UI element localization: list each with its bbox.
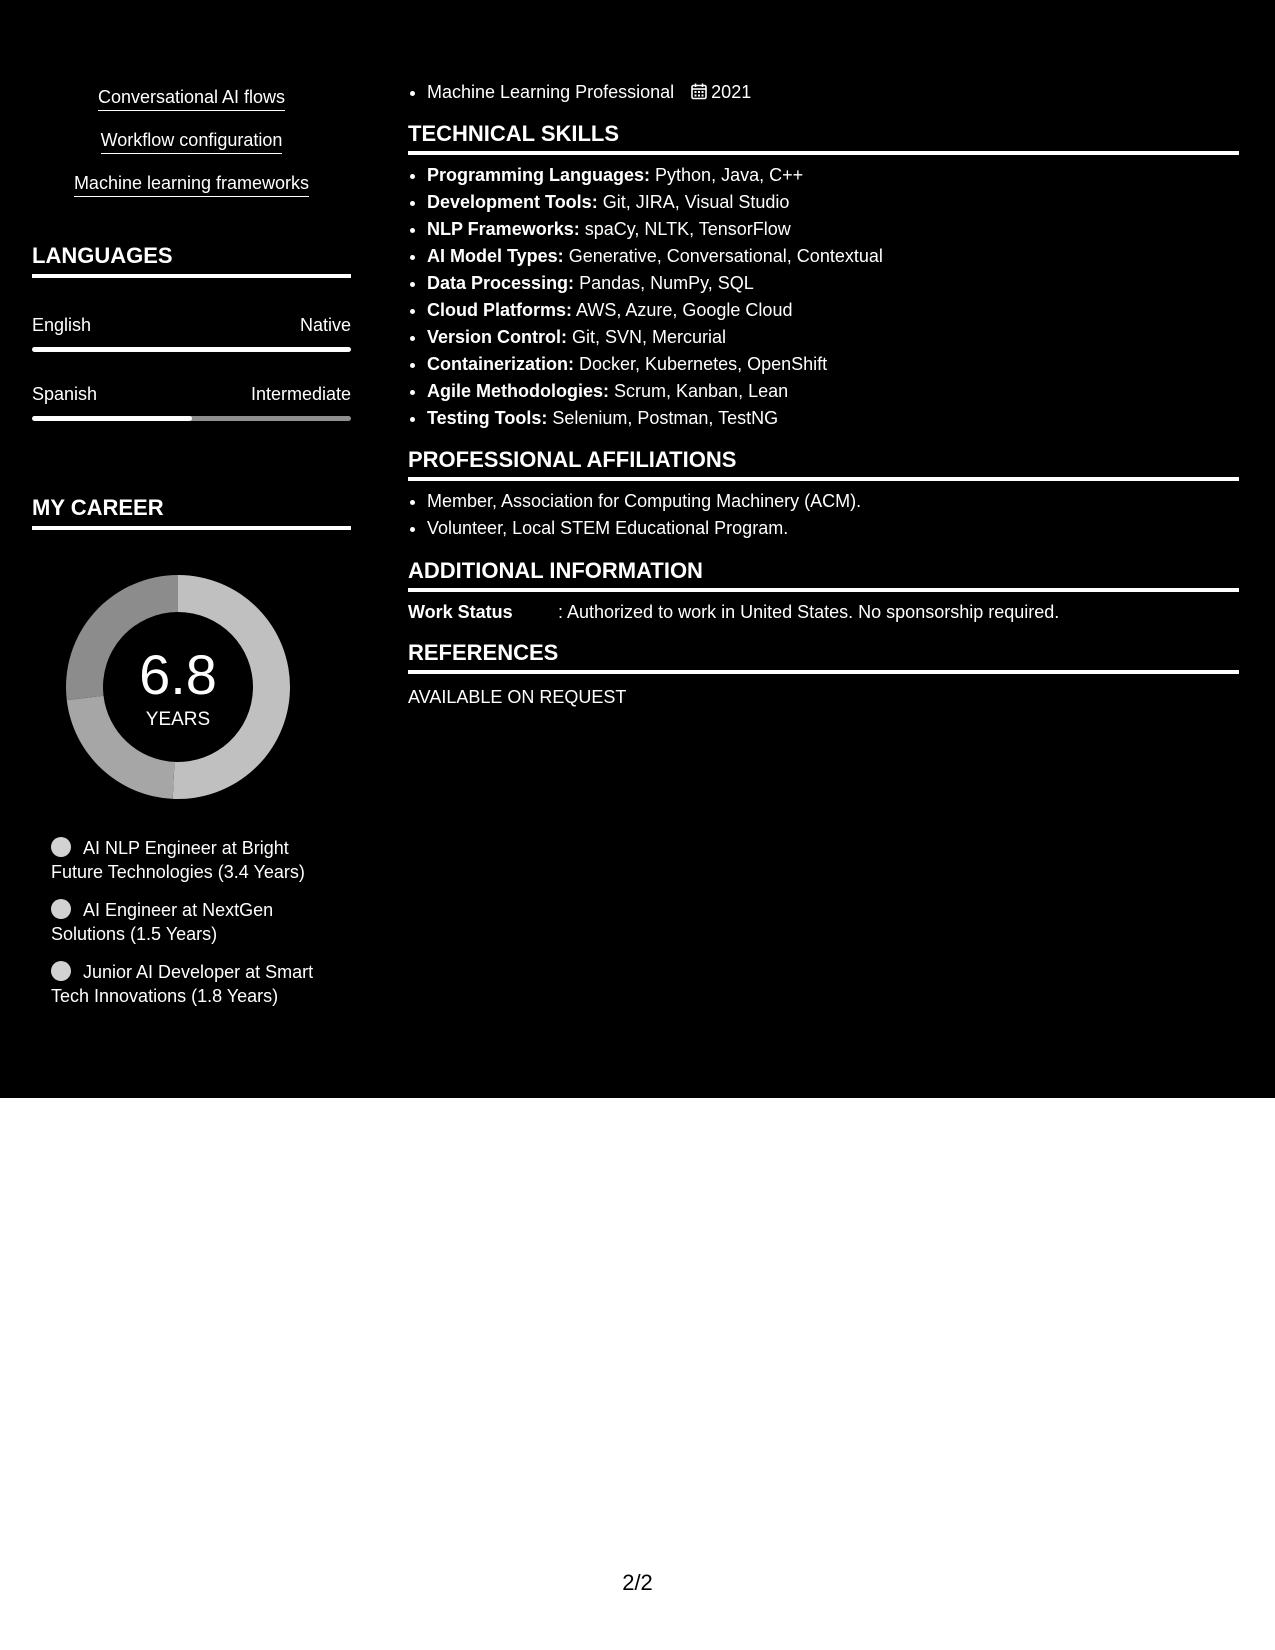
skill-value: Pandas, NumPy, SQL (574, 273, 754, 293)
affiliations-heading: PROFESSIONAL AFFILIATIONS (408, 446, 1239, 481)
skill-item (427, 297, 1239, 324)
language-bar-fill (32, 347, 351, 352)
affiliation-item: • Volunteer, Local STEM Educational Program. (427, 515, 1239, 542)
language-level: Native (299, 315, 351, 335)
certification-name: Machine Learning Professional (427, 82, 675, 102)
skill-label: Development Tools: (427, 192, 598, 212)
skill-label: Version Control: (427, 327, 568, 347)
skill-item (427, 405, 1239, 432)
skill-links (32, 84, 351, 213)
career-item-label: Junior AI Developer at Smart Tech Innovations (1.8 Years) (51, 962, 314, 1006)
skill-item (427, 216, 1239, 243)
career-item (51, 898, 341, 946)
skill-link[interactable]: Conversational AI flows (98, 84, 285, 111)
skill-item (427, 378, 1239, 405)
legend-dot-icon (51, 899, 71, 919)
references-heading: REFERENCES (408, 639, 1239, 674)
skill-value: Python, Java, C++ (650, 165, 804, 185)
affiliation-item: • Member, Association for Computing Machinery (ACM). (427, 488, 1239, 515)
skill-item (427, 162, 1239, 189)
certification-date (691, 82, 751, 102)
skill-label: Programming Languages: (427, 165, 651, 185)
career-item-label: AI NLP Engineer at Bright Future Technologies (3.4 Years) (51, 838, 305, 882)
additional-info-heading: ADDITIONAL INFORMATION (408, 557, 1239, 592)
language-bar-fill (32, 416, 192, 421)
certification-year: 2021 (711, 82, 752, 102)
skill-label: AI Model Types: (427, 246, 564, 266)
main-content (408, 0, 1239, 710)
language-bar (32, 347, 351, 352)
career-item (51, 836, 341, 884)
work-status-value: : Authorized to work in United States. No sponsorship required. (558, 602, 1060, 622)
skill-item (427, 270, 1239, 297)
skill-item (427, 351, 1239, 378)
skill-value: Docker, Kubernetes, OpenShift (574, 354, 828, 374)
skill-value: Selenium, Postman, TestNG (547, 408, 779, 428)
languages-heading: LANGUAGES (32, 242, 351, 278)
skill-item (427, 324, 1239, 351)
career-item (51, 960, 341, 1008)
work-status-row (408, 599, 1239, 625)
skill-value: AWS, Azure, Google Cloud (572, 300, 793, 320)
career-item-label: AI Engineer at NextGen Solutions (1.5 Years) (51, 900, 274, 944)
skill-label: Data Processing: (427, 273, 575, 293)
language-name: Spanish (32, 384, 98, 404)
career-heading: MY CAREER (32, 494, 351, 530)
technical-skills-heading: TECHNICAL SKILLS (408, 120, 1239, 155)
skill-label: Containerization: (427, 354, 574, 374)
skill-label: NLP Frameworks: (427, 219, 580, 239)
skill-label: Agile Methodologies: (427, 381, 609, 401)
career-legend (51, 836, 341, 1022)
skill-item (427, 243, 1239, 270)
skill-value: spaCy, NLTK, TensorFlow (579, 219, 791, 239)
references-text: AVAILABLE ON REQUEST (408, 687, 627, 707)
skill-label: Cloud Platforms: (427, 300, 573, 320)
skill-link[interactable]: Workflow configuration (101, 127, 283, 154)
career-total-unit: YEARS (145, 709, 211, 730)
legend-dot-icon (51, 837, 71, 857)
language-bar (32, 416, 351, 421)
affiliations-list (408, 488, 1239, 542)
skill-value: Generative, Conversational, Contextual (563, 246, 883, 266)
page-number: 2/2 (622, 1570, 653, 1595)
calendar-icon (691, 83, 707, 100)
language-name: English (32, 315, 92, 335)
skill-value: Scrum, Kanban, Lean (609, 381, 789, 401)
certifications-list (408, 79, 1239, 106)
skill-value: Git, JIRA, Visual Studio (597, 192, 790, 212)
skill-link[interactable]: Machine learning frameworks (74, 170, 309, 197)
skill-label: Testing Tools: (427, 408, 548, 428)
language-level: Intermediate (250, 384, 351, 404)
career-total-years: 6.8 (139, 643, 217, 706)
certification-item (427, 79, 1239, 106)
work-status-label: Work Status (408, 602, 513, 622)
skill-value: Git, SVN, Mercurial (567, 327, 727, 347)
legend-dot-icon (51, 961, 71, 981)
technical-skills-list (408, 162, 1239, 432)
career-donut-chart (66, 575, 290, 799)
skill-item (427, 189, 1239, 216)
